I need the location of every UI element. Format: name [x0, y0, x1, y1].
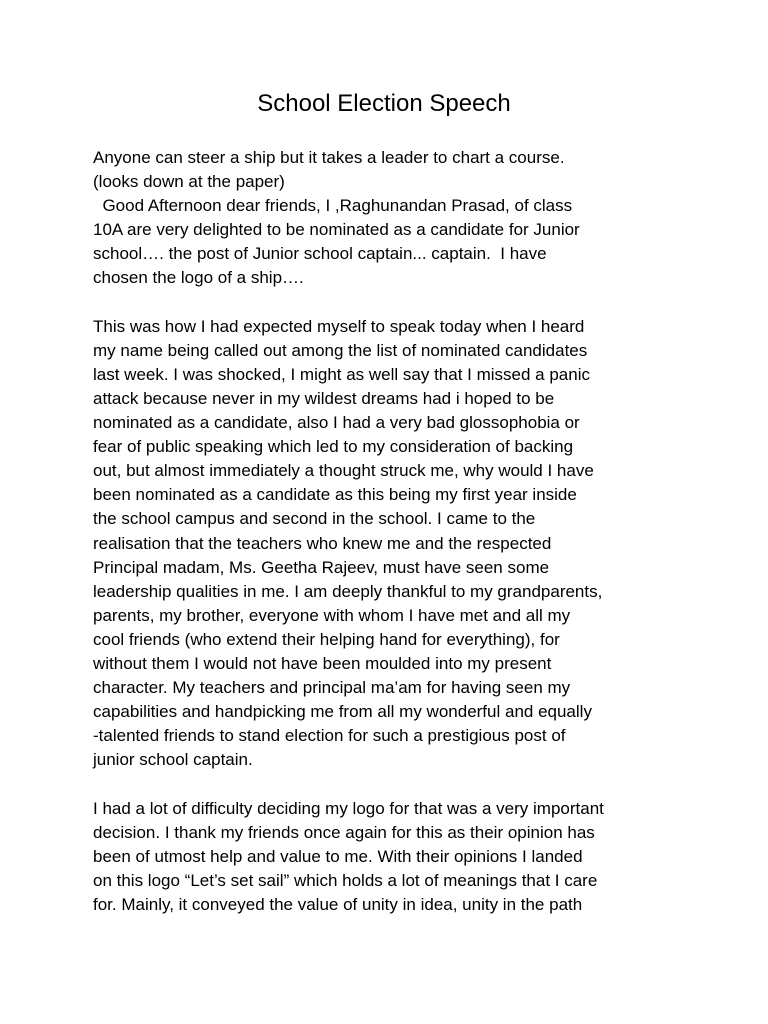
text-line: for. Mainly, it conveyed the value of unity in idea, unity in the path — [93, 894, 583, 914]
text-line: -talented friends to stand election for such a prestigious post of — [93, 726, 566, 746]
text-line: my name being called out among the list of nominated candidates — [93, 340, 588, 360]
document-title: School Election Speech — [257, 90, 511, 117]
text-line: character. My teachers and principal ma’am for having seen my — [93, 678, 571, 698]
document-body — [93, 146, 693, 917]
text-line: (looks down at the paper) — [93, 172, 285, 192]
text-line: chosen the logo of a ship…. — [93, 268, 304, 288]
text-line: been of utmost help and value to me. With their opinions I landed — [93, 846, 583, 866]
paragraph-spacer — [93, 772, 693, 796]
paragraph-2 — [93, 315, 693, 773]
paragraph-spacer — [93, 291, 693, 315]
text-line: I had a lot of difficulty deciding my logo for that was a very important — [93, 798, 604, 818]
text-line: on this logo “Let’s set sail” which holds a lot of meanings that I care — [93, 870, 598, 890]
text-line: This was how I had expected myself to speak today when I heard — [93, 316, 585, 336]
text-line: out, but almost immediately a thought struck me, why would I have — [93, 461, 594, 481]
text-line: capabilities and handpicking me from all my wonderful and equally — [93, 702, 592, 722]
text-line: realisation that the teachers who knew me and the respected — [93, 533, 552, 553]
text-line: school…. the post of Junior school captain... captain. I have — [93, 244, 547, 264]
text-line: parents, my brother, everyone with whom I have met and all my — [93, 605, 571, 625]
text-line: fear of public speaking which led to my consideration of backing — [93, 437, 574, 457]
text-line: cool friends (who extend their helping hand for everything), for — [93, 629, 560, 649]
text-line: been nominated as a candidate as this being my first year inside — [93, 485, 577, 505]
text-line: Principal madam, Ms. Geetha Rajeev, must have seen some — [93, 557, 550, 577]
text-line: Anyone can steer a ship but it takes a leader to chart a course. — [93, 148, 565, 167]
text-line: Good Afternoon dear friends, I ,Raghunandan Prasad, of class — [93, 196, 573, 216]
text-line: nominated as a candidate, also I had a very bad glossophobia or — [93, 413, 580, 433]
paragraph-1 — [93, 146, 693, 291]
text-line: last week. I was shocked, I might as well say that I missed a panic — [93, 364, 590, 384]
text-line: leadership qualities in me. I am deeply thankful to my grandparents, — [93, 581, 603, 601]
text-line: without them I would not have been moulded into my present — [93, 653, 552, 673]
text-line: decision. I thank my friends once again for this as their opinion has — [93, 822, 595, 842]
text-line: 10A are very delighted to be nominated as a candidate for Junior — [93, 220, 580, 240]
paragraph-3 — [93, 797, 693, 917]
text-line: attack because never in my wildest dreams had i hoped to be — [93, 388, 555, 408]
text-line: junior school captain. — [93, 750, 253, 770]
text-line: the school campus and second in the school. I came to the — [93, 509, 536, 529]
